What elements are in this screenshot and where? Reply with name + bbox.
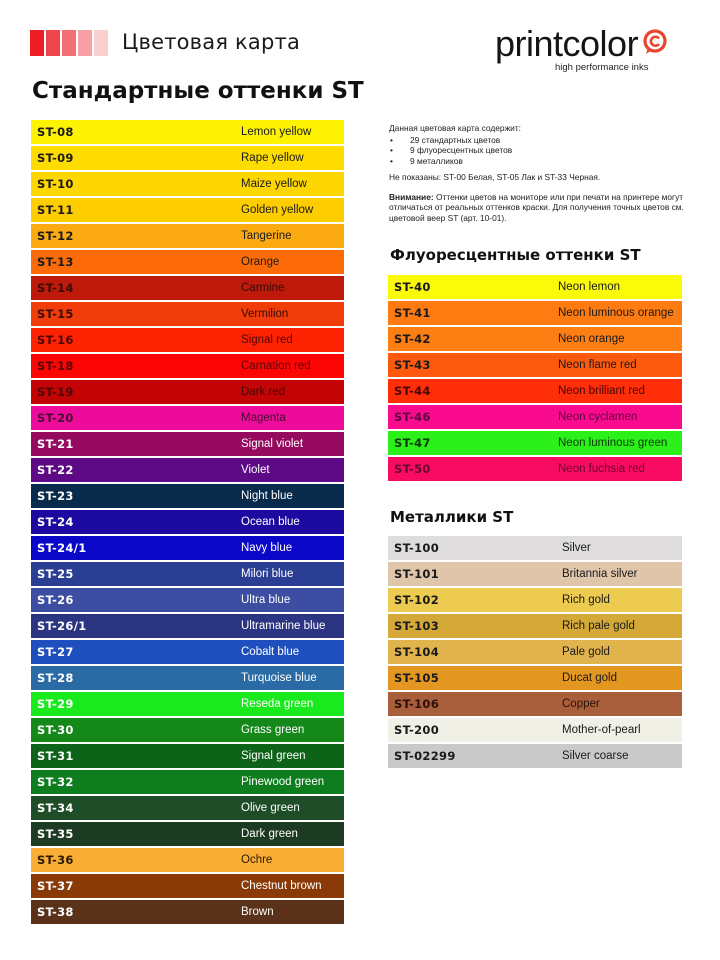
fluorescent-section-title: Флуоресцентные оттенки ST <box>390 246 641 264</box>
header-swatch-strip <box>30 30 108 56</box>
color-name: Neon orange <box>558 333 625 345</box>
color-code: ST-104 <box>394 645 440 659</box>
color-row <box>31 510 344 534</box>
color-row <box>31 692 344 716</box>
color-code: ST-19 <box>37 385 74 399</box>
color-name: Chestnut brown <box>241 880 322 892</box>
warning-text: Оттенки цветов на мониторе или при печати на принтере могут отличаться от реальных оттенков краски. Для получения точных цветов см. цветовой веер ST (арт. 10-01). <box>389 191 684 223</box>
header-swatch <box>78 30 92 56</box>
color-code: ST-21 <box>37 437 74 451</box>
color-code: ST-18 <box>37 359 74 373</box>
color-row <box>31 458 344 482</box>
color-code: ST-36 <box>37 853 74 867</box>
color-code: ST-11 <box>37 203 74 217</box>
color-row <box>31 432 344 456</box>
color-row <box>388 379 682 403</box>
color-code: ST-37 <box>37 879 74 893</box>
color-row <box>31 536 344 560</box>
color-code: ST-100 <box>394 541 440 555</box>
color-name: Ultramarine blue <box>241 620 326 632</box>
color-code: ST-31 <box>37 749 74 763</box>
color-code: ST-47 <box>394 436 431 450</box>
color-code: ST-102 <box>394 593 440 607</box>
header-swatch <box>62 30 76 56</box>
color-row <box>388 431 682 455</box>
info-list <box>389 135 699 167</box>
color-row <box>388 353 682 377</box>
color-name: Ochre <box>241 854 273 866</box>
color-name: Pale gold <box>562 646 610 658</box>
color-code: ST-27 <box>37 645 74 659</box>
color-code: ST-13 <box>37 255 74 269</box>
standard-section-title: Стандартные оттенки ST <box>32 78 364 104</box>
color-name: Signal red <box>241 334 293 346</box>
color-code: ST-12 <box>37 229 74 243</box>
color-code: ST-38 <box>37 905 74 919</box>
color-code: ST-103 <box>394 619 440 633</box>
color-code: ST-42 <box>394 332 431 346</box>
color-code: ST-15 <box>37 307 74 321</box>
fluorescent-color-table <box>388 275 682 483</box>
color-row <box>388 692 682 716</box>
info-list-item: • 29 стандартных цветов <box>389 135 699 146</box>
color-code: ST-46 <box>394 410 431 424</box>
color-name: Olive green <box>241 802 300 814</box>
info-list-item: • 9 металликов <box>389 156 699 167</box>
color-code: ST-41 <box>394 306 431 320</box>
color-name: Milori blue <box>241 568 294 580</box>
color-row <box>388 457 682 481</box>
color-code: ST-106 <box>394 697 440 711</box>
color-code: ST-50 <box>394 462 431 476</box>
color-row <box>31 146 344 170</box>
color-code: ST-09 <box>37 151 74 165</box>
color-row <box>388 275 682 299</box>
color-row <box>31 380 344 404</box>
color-name: Lemon yellow <box>241 126 312 138</box>
color-row <box>388 640 682 664</box>
color-name: Turquoise blue <box>241 672 317 684</box>
color-code: ST-101 <box>394 567 440 581</box>
color-name: Copper <box>562 698 600 710</box>
color-name: Tangerine <box>241 230 292 242</box>
color-code: ST-10 <box>37 177 74 191</box>
color-name: Reseda green <box>241 698 314 710</box>
color-code: ST-08 <box>37 125 74 139</box>
color-code: ST-28 <box>37 671 74 685</box>
color-row <box>388 327 682 351</box>
color-code: ST-16 <box>37 333 74 347</box>
printcolor-logo-icon <box>642 29 668 55</box>
color-row <box>31 406 344 430</box>
color-row <box>31 250 344 274</box>
color-name: Carnation red <box>241 360 311 372</box>
color-code: ST-26/1 <box>37 619 87 633</box>
color-code: ST-25 <box>37 567 74 581</box>
color-row <box>388 588 682 612</box>
color-code: ST-32 <box>37 775 74 789</box>
color-name: Dark green <box>241 828 298 840</box>
color-name: Signal green <box>241 750 306 762</box>
color-code: ST-24/1 <box>37 541 87 555</box>
color-name: Magenta <box>241 412 286 424</box>
color-name: Mother-of-pearl <box>562 724 641 736</box>
color-name: Rich pale gold <box>562 620 635 632</box>
info-panel <box>389 123 699 223</box>
warning-label: Внимание: <box>389 191 434 202</box>
color-name: Cobalt blue <box>241 646 300 658</box>
color-row <box>31 198 344 222</box>
color-row <box>388 744 682 768</box>
color-row <box>388 562 682 586</box>
color-code: ST-02299 <box>394 749 456 763</box>
not-shown-note: Не показаны: ST-00 Белая, ST-05 Лак и ST-33 Черная. <box>389 172 601 182</box>
color-code: ST-29 <box>37 697 74 711</box>
color-code: ST-35 <box>37 827 74 841</box>
color-name: Navy blue <box>241 542 293 554</box>
color-name: Neon flame red <box>558 359 637 371</box>
color-row <box>31 354 344 378</box>
header-swatch <box>30 30 44 56</box>
color-name: Grass green <box>241 724 305 736</box>
color-row <box>31 874 344 898</box>
color-code: ST-30 <box>37 723 74 737</box>
color-row <box>31 744 344 768</box>
color-code: ST-23 <box>37 489 74 503</box>
color-code: ST-24 <box>37 515 74 529</box>
color-row <box>31 640 344 664</box>
standard-color-table <box>31 120 344 926</box>
warning-note <box>389 192 699 224</box>
color-name: Rich gold <box>562 594 610 606</box>
brand-name: printcolor <box>495 23 639 64</box>
color-row <box>31 822 344 846</box>
color-name: Violet <box>241 464 270 476</box>
color-code: ST-22 <box>37 463 74 477</box>
document-title: Цветовая карта <box>122 30 301 54</box>
color-name: Vermilion <box>241 308 289 320</box>
color-name: Carmine <box>241 282 285 294</box>
color-code: ST-44 <box>394 384 431 398</box>
metallic-color-table <box>388 536 682 770</box>
color-row <box>31 588 344 612</box>
color-row <box>388 405 682 429</box>
color-name: Dark red <box>241 386 286 398</box>
color-row <box>31 848 344 872</box>
color-name: Maize yellow <box>241 178 307 190</box>
color-row <box>388 718 682 742</box>
color-row <box>31 666 344 690</box>
color-row <box>31 484 344 508</box>
color-row <box>31 172 344 196</box>
color-row <box>31 900 344 924</box>
color-code: ST-20 <box>37 411 74 425</box>
color-name: Ducat gold <box>562 672 617 684</box>
color-name: Neon cyclamen <box>558 411 638 423</box>
color-row <box>31 302 344 326</box>
color-code: ST-105 <box>394 671 440 685</box>
color-row <box>31 614 344 638</box>
color-row <box>31 328 344 352</box>
color-name: Ocean blue <box>241 516 300 528</box>
color-code: ST-14 <box>37 281 74 295</box>
color-row <box>388 301 682 325</box>
color-name: Britannia silver <box>562 568 638 580</box>
info-intro: Данная цветовая карта содержит: <box>389 123 522 133</box>
color-code: ST-34 <box>37 801 74 815</box>
color-row <box>31 224 344 248</box>
color-row <box>31 562 344 586</box>
color-name: Orange <box>241 256 280 268</box>
color-name: Neon brilliant red <box>558 385 645 397</box>
header-swatch <box>46 30 60 56</box>
color-row <box>31 276 344 300</box>
color-row <box>388 614 682 638</box>
color-name: Pinewood green <box>241 776 325 788</box>
header-swatch <box>94 30 108 56</box>
color-name: Neon luminous green <box>558 437 668 449</box>
color-code: ST-26 <box>37 593 74 607</box>
color-name: Silver <box>562 542 591 554</box>
color-row <box>31 796 344 820</box>
color-code: ST-200 <box>394 723 440 737</box>
info-list-item: • 9 флуоресцентных цветов <box>389 145 699 156</box>
color-row <box>388 536 682 560</box>
color-name: Golden yellow <box>241 204 314 216</box>
color-name: Ultra blue <box>241 594 291 606</box>
color-code: ST-40 <box>394 280 431 294</box>
metallic-section-title: Металлики ST <box>390 508 514 526</box>
color-row <box>31 120 344 144</box>
brand-logo <box>495 23 695 73</box>
color-row <box>31 718 344 742</box>
color-name: Silver coarse <box>562 750 629 762</box>
color-name: Brown <box>241 906 274 918</box>
color-row <box>31 770 344 794</box>
color-name: Neon fuchsia red <box>558 463 645 475</box>
color-code: ST-43 <box>394 358 431 372</box>
color-name: Neon lemon <box>558 281 621 293</box>
color-name: Night blue <box>241 490 293 502</box>
color-name: Neon luminous orange <box>558 307 674 319</box>
color-name: Rape yellow <box>241 152 304 164</box>
brand-tagline: high performance inks <box>555 62 649 73</box>
color-row <box>388 666 682 690</box>
color-name: Signal violet <box>241 438 304 450</box>
